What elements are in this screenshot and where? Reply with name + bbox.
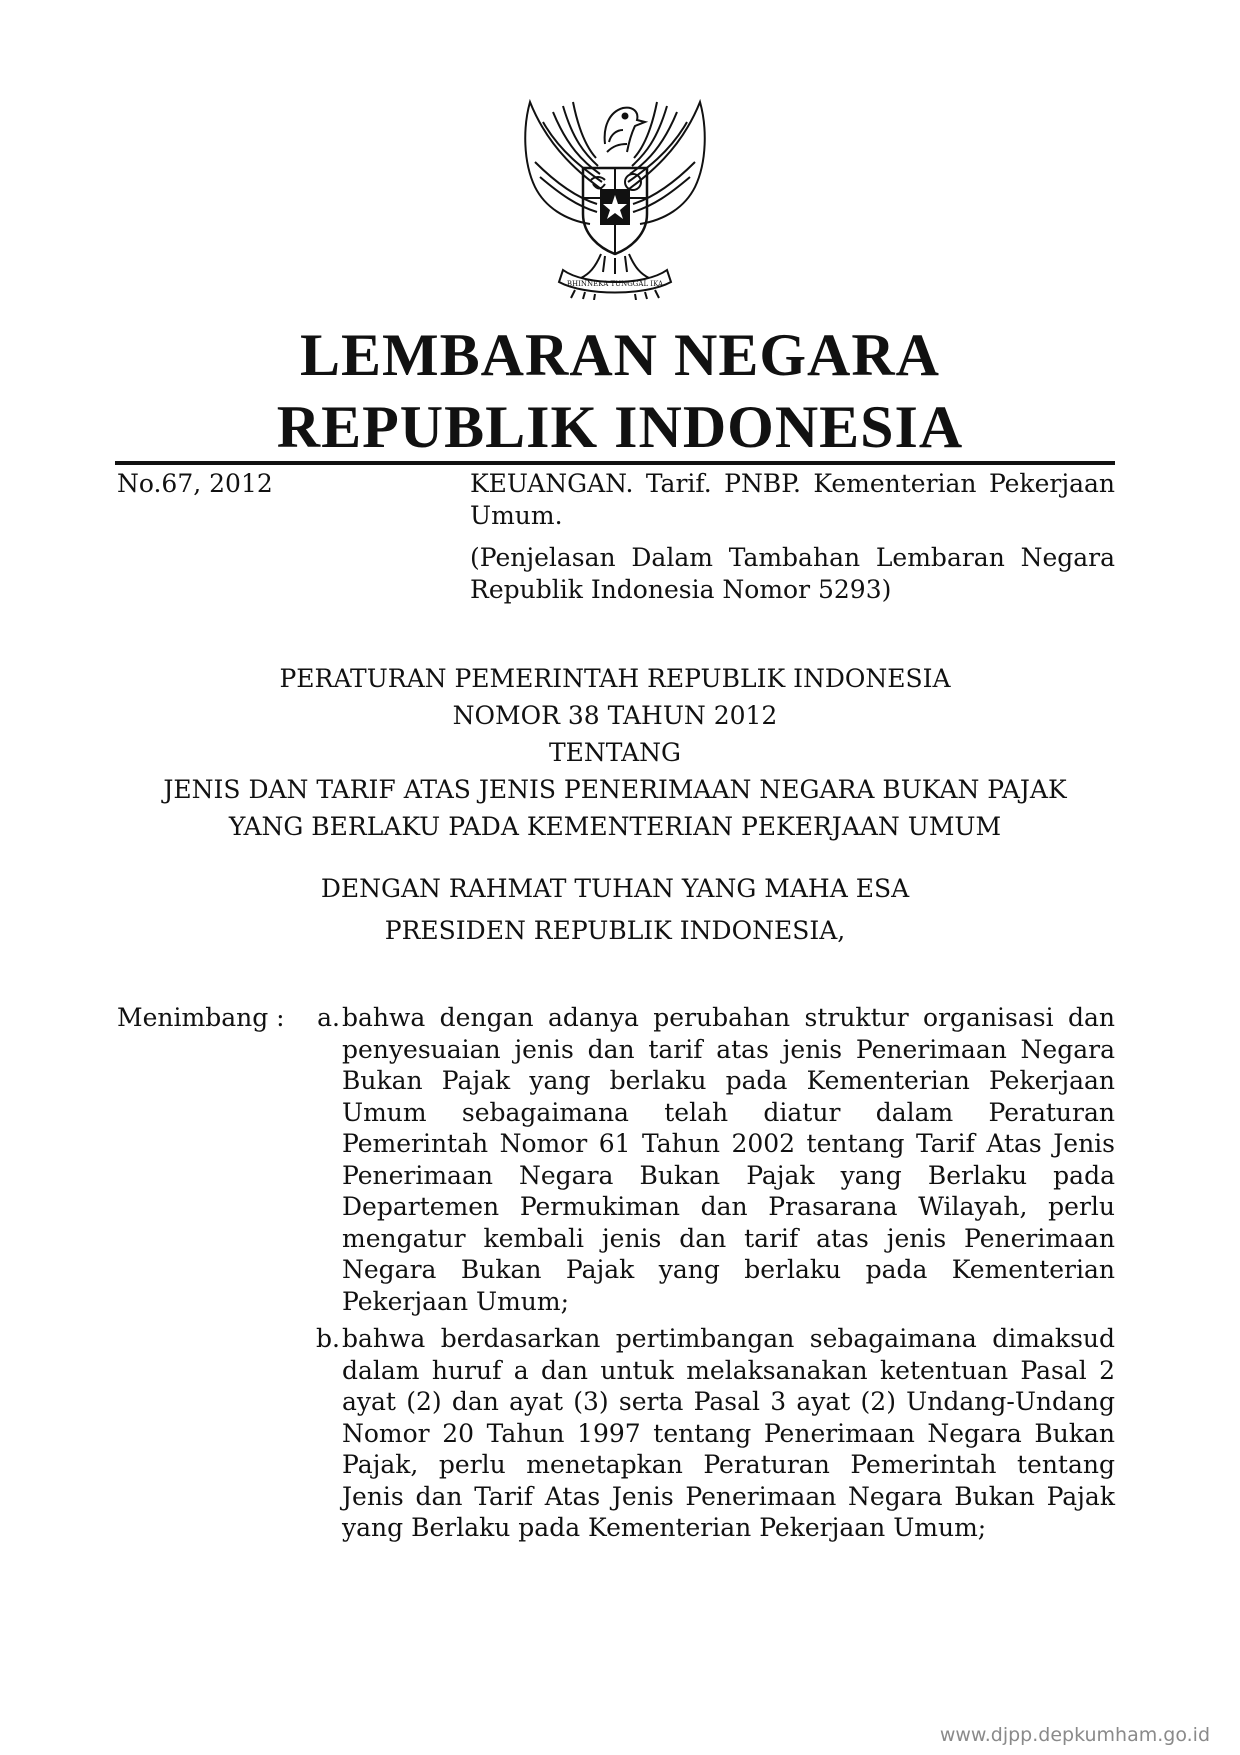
regulation-title-line4: JENIS DAN TARIF ATAS JENIS PENERIMAAN NEGARA BUKAN PAJAK	[163, 775, 1067, 804]
regulation-title	[115, 660, 1115, 845]
gazette-subject-block	[470, 468, 1115, 616]
considering-item	[117, 1323, 1115, 1544]
considering-label: Menimbang	[117, 1003, 269, 1032]
regulation-title-line2: NOMOR 38 TAHUN 2012	[452, 701, 778, 730]
gazette-explanation: (Penjelasan Dalam Tambahan Lembaran Negara Republik Indonesia Nomor 5293)	[470, 543, 1115, 604]
header-divider	[115, 461, 1115, 465]
considering-item-text: bahwa dengan adanya perubahan struktur organisasi dan penyesuaian jenis dan tarif atas jenis Penerimaan Negara Bukan Pajak yang berlaku pada Kementerian Pekerjaan Umum sebagaimana telah diatur dalam Peraturan Pemerintah Nomor 61 Tahun 2002 tentang Tarif Atas Jenis Penerimaan Negara Bukan Pajak yang Berlaku pada Departemen Permukiman dan Prasarana Wilayah, perlu mengatur kembali jenis dan tarif atas jenis Penerimaan Negara Bukan Pajak yang berlaku pada Kementerian Pekerjaan Umum;	[342, 1003, 1115, 1316]
masthead-title-line2: REPUBLIK INDONESIA	[276, 394, 964, 460]
preamble-line2: PRESIDEN REPUBLIK INDONESIA,	[384, 916, 846, 945]
considering-item-mark: b.	[316, 1324, 340, 1353]
gazette-subject: KEUANGAN. Tarif. PNBP. Kementerian Pekerjaan Umum.	[470, 469, 1115, 530]
source-watermark: www.djpp.depkumham.go.id	[939, 1724, 1210, 1746]
preamble-line1: DENGAN RAHMAT TUHAN YANG MAHA ESA	[320, 874, 910, 903]
considering-item-text: bahwa berdasarkan pertimbangan sebagaimana dimaksud dalam huruf a dan untuk melaksanakan ketentuan Pasal 2 ayat (2) dan ayat (3) serta Pasal 3 ayat (2) Undang-Undang Nomor 20 Tahun 1997 tentang Penerimaan Negara Bukan Pajak, perlu menetapkan Peraturan Pemerintah tentang Jenis dan Tarif Atas Jenis Penerimaan Negara Bukan Pajak yang Berlaku pada Kementerian Pekerjaan Umum;	[342, 1324, 1115, 1542]
considering-separator: :	[276, 1003, 285, 1032]
regulation-title-line3: TENTANG	[548, 738, 681, 767]
considering-item	[117, 1002, 1115, 1317]
considering-section	[117, 1002, 1115, 1550]
gazette-number: No.67, 2012	[117, 469, 273, 498]
regulation-title-line1: PERATURAN PEMERINTAH REPUBLIK INDONESIA	[279, 664, 951, 693]
preamble	[115, 868, 1115, 952]
masthead-title-line1: LEMBARAN NEGARA	[299, 322, 941, 388]
garuda-pancasila-emblem-icon	[505, 82, 725, 300]
emblem-motto: BHINNEKA TUNGGAL IKA	[566, 280, 664, 288]
regulation-title-line5: YANG BERLAKU PADA KEMENTERIAN PEKERJAAN UMUM	[228, 812, 1002, 841]
considering-item-mark: a.	[317, 1003, 340, 1032]
